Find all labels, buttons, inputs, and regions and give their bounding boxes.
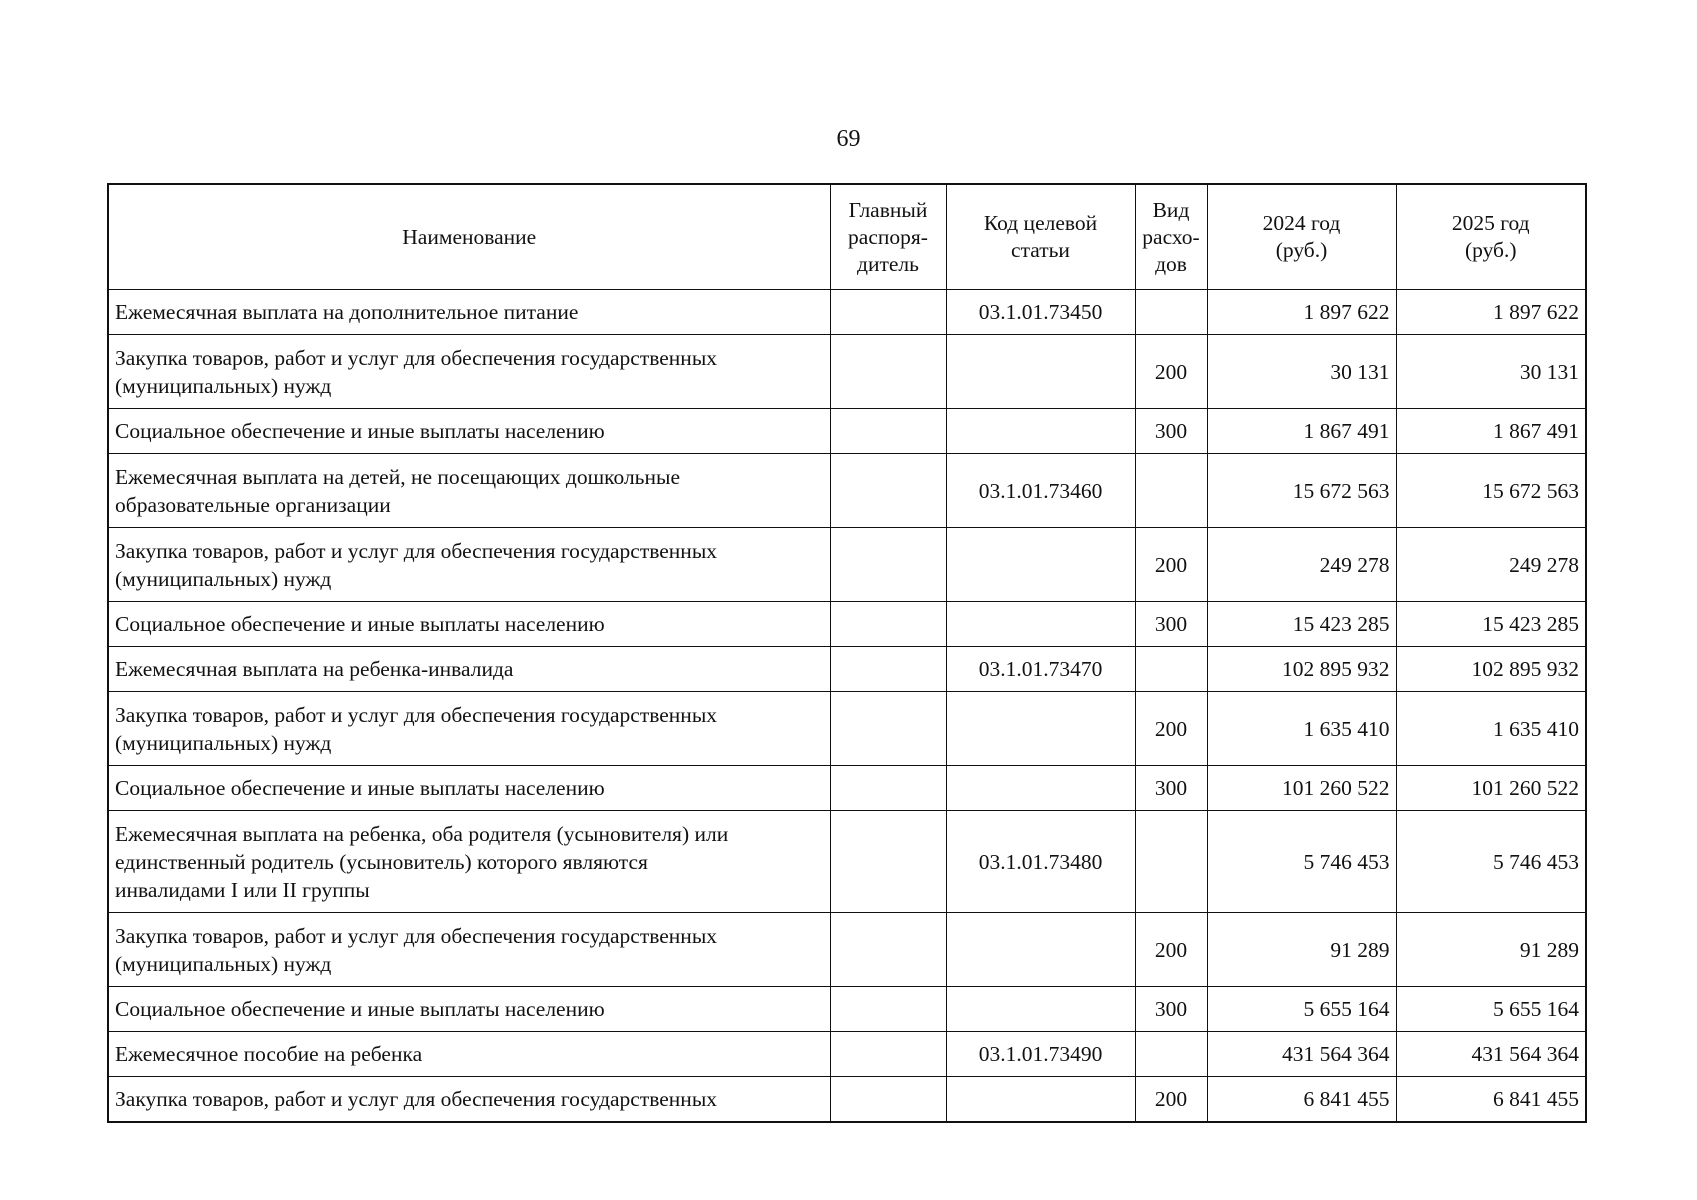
- row-2024: 249 278: [1207, 528, 1396, 602]
- header-manager: Главный распоря- дитель: [830, 184, 946, 290]
- row-type: [1135, 811, 1207, 913]
- header-type: Вид расхо- дов: [1135, 184, 1207, 290]
- row-2025: 1 635 410: [1396, 692, 1586, 766]
- row-code: [946, 335, 1135, 409]
- row-code: [946, 913, 1135, 987]
- row-type: 300: [1135, 409, 1207, 454]
- row-code: [946, 602, 1135, 647]
- row-type: 300: [1135, 987, 1207, 1032]
- row-manager: [830, 692, 946, 766]
- row-name: Социальное обеспечение и иные выплаты населению: [108, 987, 830, 1032]
- table-row: [108, 454, 1586, 528]
- header-name: Наименование: [108, 184, 830, 290]
- row-code: 03.1.01.73470: [946, 647, 1135, 692]
- header-2024: 2024 год (руб.): [1207, 184, 1396, 290]
- table-row: [108, 335, 1586, 409]
- row-2025: 1 867 491: [1396, 409, 1586, 454]
- row-2025: 30 131: [1396, 335, 1586, 409]
- row-2025: 15 423 285: [1396, 602, 1586, 647]
- row-2024: 1 867 491: [1207, 409, 1396, 454]
- header-2025: 2025 год (руб.): [1396, 184, 1586, 290]
- row-manager: [830, 1032, 946, 1077]
- row-manager: [830, 454, 946, 528]
- row-type: 200: [1135, 913, 1207, 987]
- row-type: 200: [1135, 692, 1207, 766]
- row-2025: 5 746 453: [1396, 811, 1586, 913]
- row-type: 200: [1135, 335, 1207, 409]
- table-row: [108, 409, 1586, 454]
- row-2025: 249 278: [1396, 528, 1586, 602]
- row-2025: 431 564 364: [1396, 1032, 1586, 1077]
- row-manager: [830, 528, 946, 602]
- row-name: Социальное обеспечение и иные выплаты населению: [108, 766, 830, 811]
- row-name: Социальное обеспечение и иные выплаты населению: [108, 409, 830, 454]
- row-code: [946, 987, 1135, 1032]
- row-2024: 102 895 932: [1207, 647, 1396, 692]
- row-2024: 5 746 453: [1207, 811, 1396, 913]
- row-code: [946, 766, 1135, 811]
- table-body: [108, 290, 1586, 1123]
- row-name: Закупка товаров, работ и услуг для обеспечения государственных (муниципальных) нужд: [108, 528, 830, 602]
- row-code: [946, 409, 1135, 454]
- row-type: [1135, 290, 1207, 335]
- row-2024: 1 897 622: [1207, 290, 1396, 335]
- row-2025: 6 841 455: [1396, 1077, 1586, 1123]
- row-2025: 91 289: [1396, 913, 1586, 987]
- row-name: Ежемесячная выплата на ребенка, оба родителя (усыновителя) или единственный родитель (усыновитель) которого являются инвалидами I или II группы: [108, 811, 830, 913]
- row-name: Ежемесячная выплата на дополнительное питание: [108, 290, 830, 335]
- row-name: Ежемесячная выплата на детей, не посещающих дошкольные образовательные организации: [108, 454, 830, 528]
- row-manager: [830, 811, 946, 913]
- row-2024: 91 289: [1207, 913, 1396, 987]
- row-manager: [830, 766, 946, 811]
- row-code: [946, 1077, 1135, 1123]
- table-row: [108, 1077, 1586, 1123]
- row-type: 300: [1135, 766, 1207, 811]
- row-type: [1135, 454, 1207, 528]
- row-2024: 5 655 164: [1207, 987, 1396, 1032]
- table-row: [108, 1032, 1586, 1077]
- page-number: 69: [836, 126, 861, 152]
- row-name: Закупка товаров, работ и услуг для обеспечения государственных (муниципальных) нужд: [108, 335, 830, 409]
- row-type: [1135, 647, 1207, 692]
- row-2025: 1 897 622: [1396, 290, 1586, 335]
- row-name: Закупка товаров, работ и услуг для обеспечения государственных: [108, 1077, 830, 1123]
- row-2024: 6 841 455: [1207, 1077, 1396, 1123]
- row-2024: 15 672 563: [1207, 454, 1396, 528]
- table-row: [108, 647, 1586, 692]
- row-code: 03.1.01.73450: [946, 290, 1135, 335]
- table-row: [108, 987, 1586, 1032]
- row-manager: [830, 335, 946, 409]
- row-manager: [830, 290, 946, 335]
- row-2024: 30 131: [1207, 335, 1396, 409]
- row-type: 200: [1135, 1077, 1207, 1123]
- row-name: Закупка товаров, работ и услуг для обеспечения государственных (муниципальных) нужд: [108, 692, 830, 766]
- row-code: [946, 528, 1135, 602]
- row-manager: [830, 602, 946, 647]
- header-code: Код целевой статьи: [946, 184, 1135, 290]
- row-manager: [830, 647, 946, 692]
- row-type: 200: [1135, 528, 1207, 602]
- row-2025: 5 655 164: [1396, 987, 1586, 1032]
- row-2024: 101 260 522: [1207, 766, 1396, 811]
- table-row: [108, 766, 1586, 811]
- table-row: [108, 290, 1586, 335]
- row-2024: 15 423 285: [1207, 602, 1396, 647]
- row-2024: 1 635 410: [1207, 692, 1396, 766]
- row-code: 03.1.01.73460: [946, 454, 1135, 528]
- row-2025: 102 895 932: [1396, 647, 1586, 692]
- row-type: 300: [1135, 602, 1207, 647]
- table-row: [108, 692, 1586, 766]
- row-code: 03.1.01.73480: [946, 811, 1135, 913]
- row-type: [1135, 1032, 1207, 1077]
- row-manager: [830, 1077, 946, 1123]
- row-2025: 101 260 522: [1396, 766, 1586, 811]
- table-header-row: [108, 184, 1586, 290]
- table-row: [108, 913, 1586, 987]
- row-code: 03.1.01.73490: [946, 1032, 1135, 1077]
- budget-table: [107, 183, 1587, 1123]
- row-name: Ежемесячное пособие на ребенка: [108, 1032, 830, 1077]
- row-2025: 15 672 563: [1396, 454, 1586, 528]
- row-name: Закупка товаров, работ и услуг для обеспечения государственных (муниципальных) нужд: [108, 913, 830, 987]
- table-row: [108, 602, 1586, 647]
- row-name: Социальное обеспечение и иные выплаты населению: [108, 602, 830, 647]
- row-name: Ежемесячная выплата на ребенка-инвалида: [108, 647, 830, 692]
- row-manager: [830, 913, 946, 987]
- table-row: [108, 811, 1586, 913]
- row-manager: [830, 987, 946, 1032]
- row-2024: 431 564 364: [1207, 1032, 1396, 1077]
- table-row: [108, 528, 1586, 602]
- row-code: [946, 692, 1135, 766]
- row-manager: [830, 409, 946, 454]
